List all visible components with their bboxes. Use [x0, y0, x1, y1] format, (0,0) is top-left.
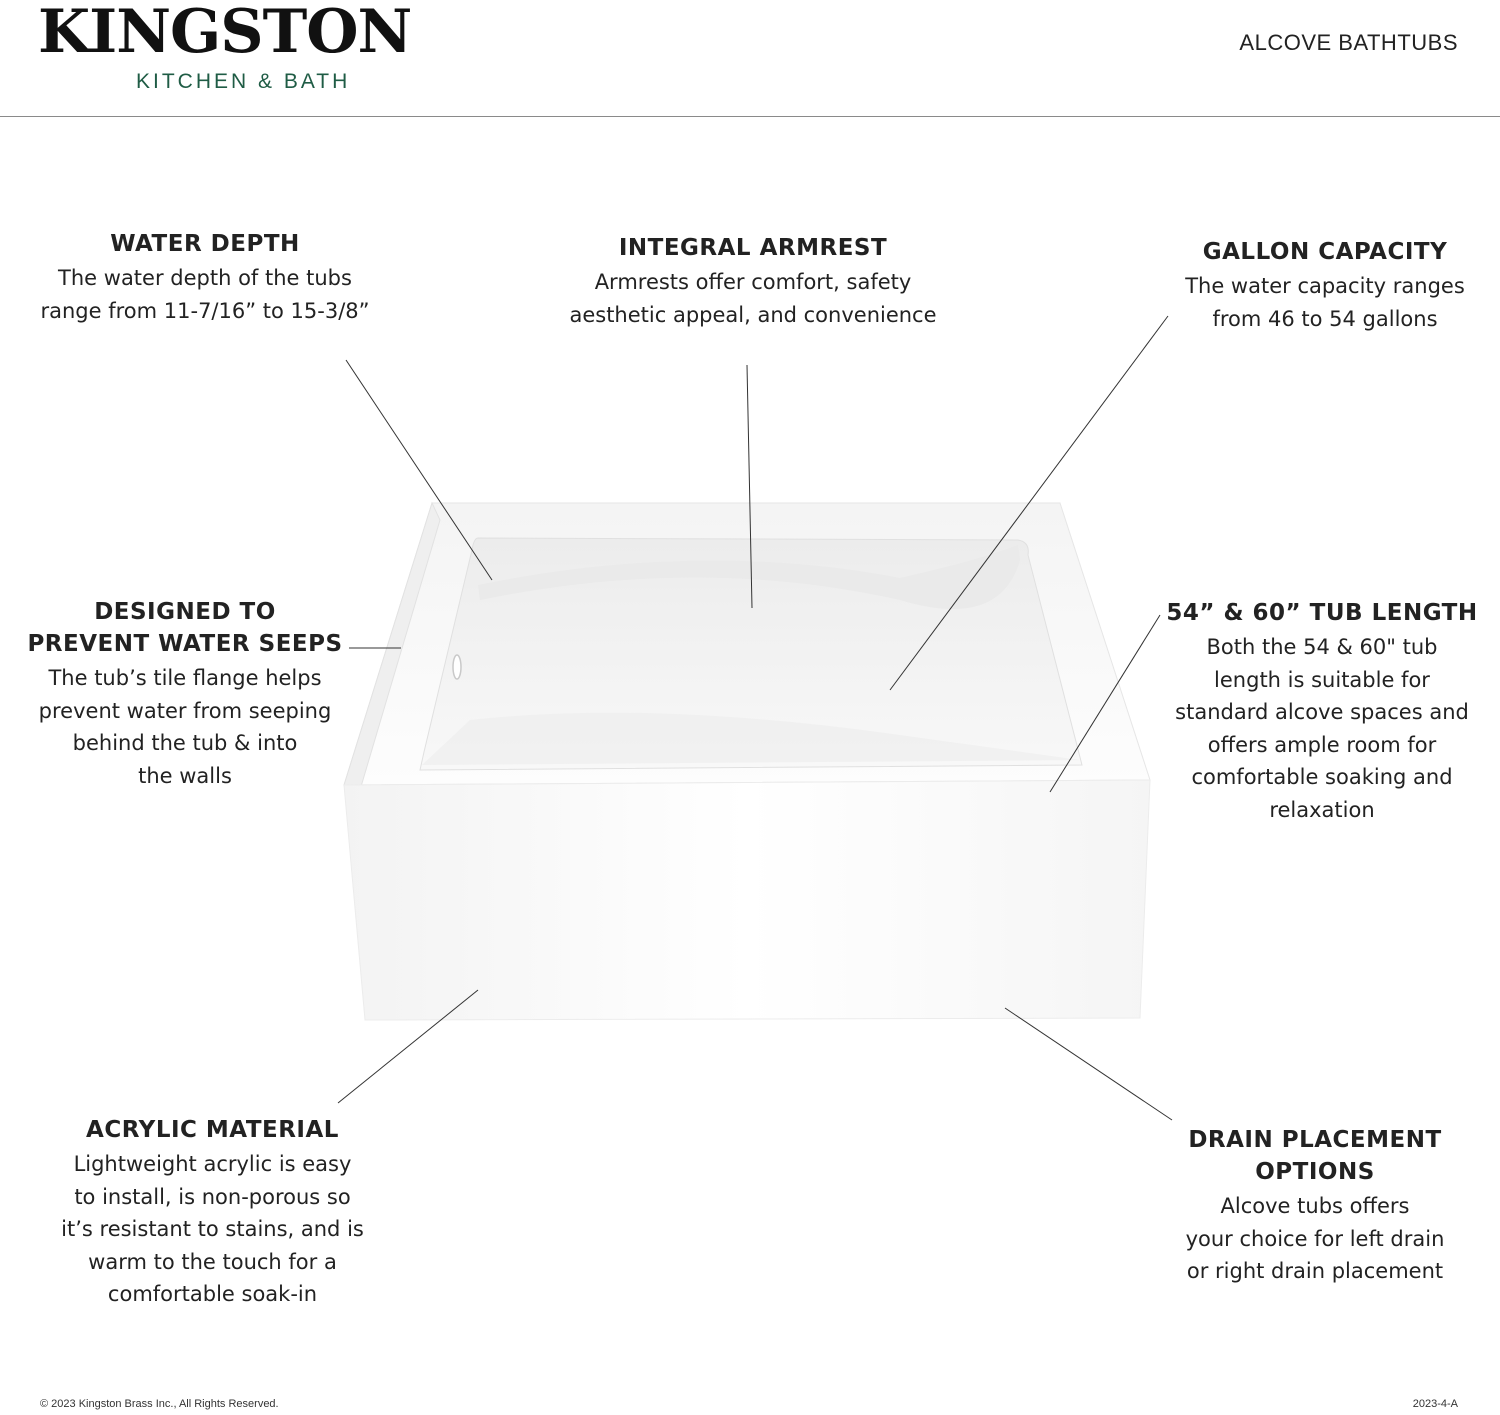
- feature-title: ACRYLIC MATERIAL: [86, 1117, 339, 1143]
- feature-description: Lightweight acrylic is easy to install, is non-porous so it’s resistant to stains, and is warm to the touch for a comfortable soak-in: [61, 1152, 364, 1306]
- tub-apron: [344, 780, 1150, 1020]
- brand-subtitle: KITCHEN & BATH: [136, 70, 351, 93]
- feature-description: The water depth of the tubs range from 11-7/16” to 15-3/8”: [40, 266, 370, 323]
- feature-gallon-capacity: [1170, 236, 1480, 335]
- callout-line-drain: [1005, 1008, 1172, 1120]
- feature-tub-length: [1162, 597, 1482, 826]
- feature-description: The water capacity ranges from 46 to 54 gallons: [1185, 274, 1465, 331]
- feature-water-depth: [20, 228, 390, 327]
- feature-title: DRAIN PLACEMENT OPTIONS: [1188, 1127, 1442, 1185]
- feature-integral-armrest: [548, 232, 958, 331]
- feature-description: Armrests offer comfort, safety aesthetic appeal, and convenience: [569, 270, 937, 327]
- feature-acrylic-material: [50, 1114, 375, 1311]
- feature-title: INTEGRAL ARMREST: [618, 235, 888, 261]
- feature-water-seeps: [20, 596, 350, 792]
- feature-title: WATER DEPTH: [110, 231, 300, 257]
- feature-title: 54” & 60” TUB LENGTH: [1166, 600, 1478, 626]
- category-label: ALCOVE BATHTUBS: [1239, 30, 1458, 55]
- drain-icon: [453, 655, 461, 679]
- feature-description: Alcove tubs offers your choice for left drain or right drain placement: [1185, 1194, 1445, 1283]
- feature-title: DESIGNED TO PREVENT WATER SEEPS: [27, 599, 343, 657]
- feature-drain-placement: [1160, 1124, 1470, 1288]
- copyright-notice: © 2023 Kingston Brass Inc., All Rights Reserved.: [40, 1398, 279, 1410]
- document-code: 2023-4-A: [1412, 1398, 1458, 1410]
- feature-description: Both the 54 & 60" tub length is suitable for standard alcove spaces and offers ample room for comfortable soaking and relaxation: [1175, 635, 1469, 822]
- brand-name: KINGSTON: [38, 0, 412, 67]
- feature-description: The tub’s tile flange helps prevent water from seeping behind the tub & into the walls: [38, 666, 332, 788]
- feature-title: GALLON CAPACITY: [1202, 239, 1448, 265]
